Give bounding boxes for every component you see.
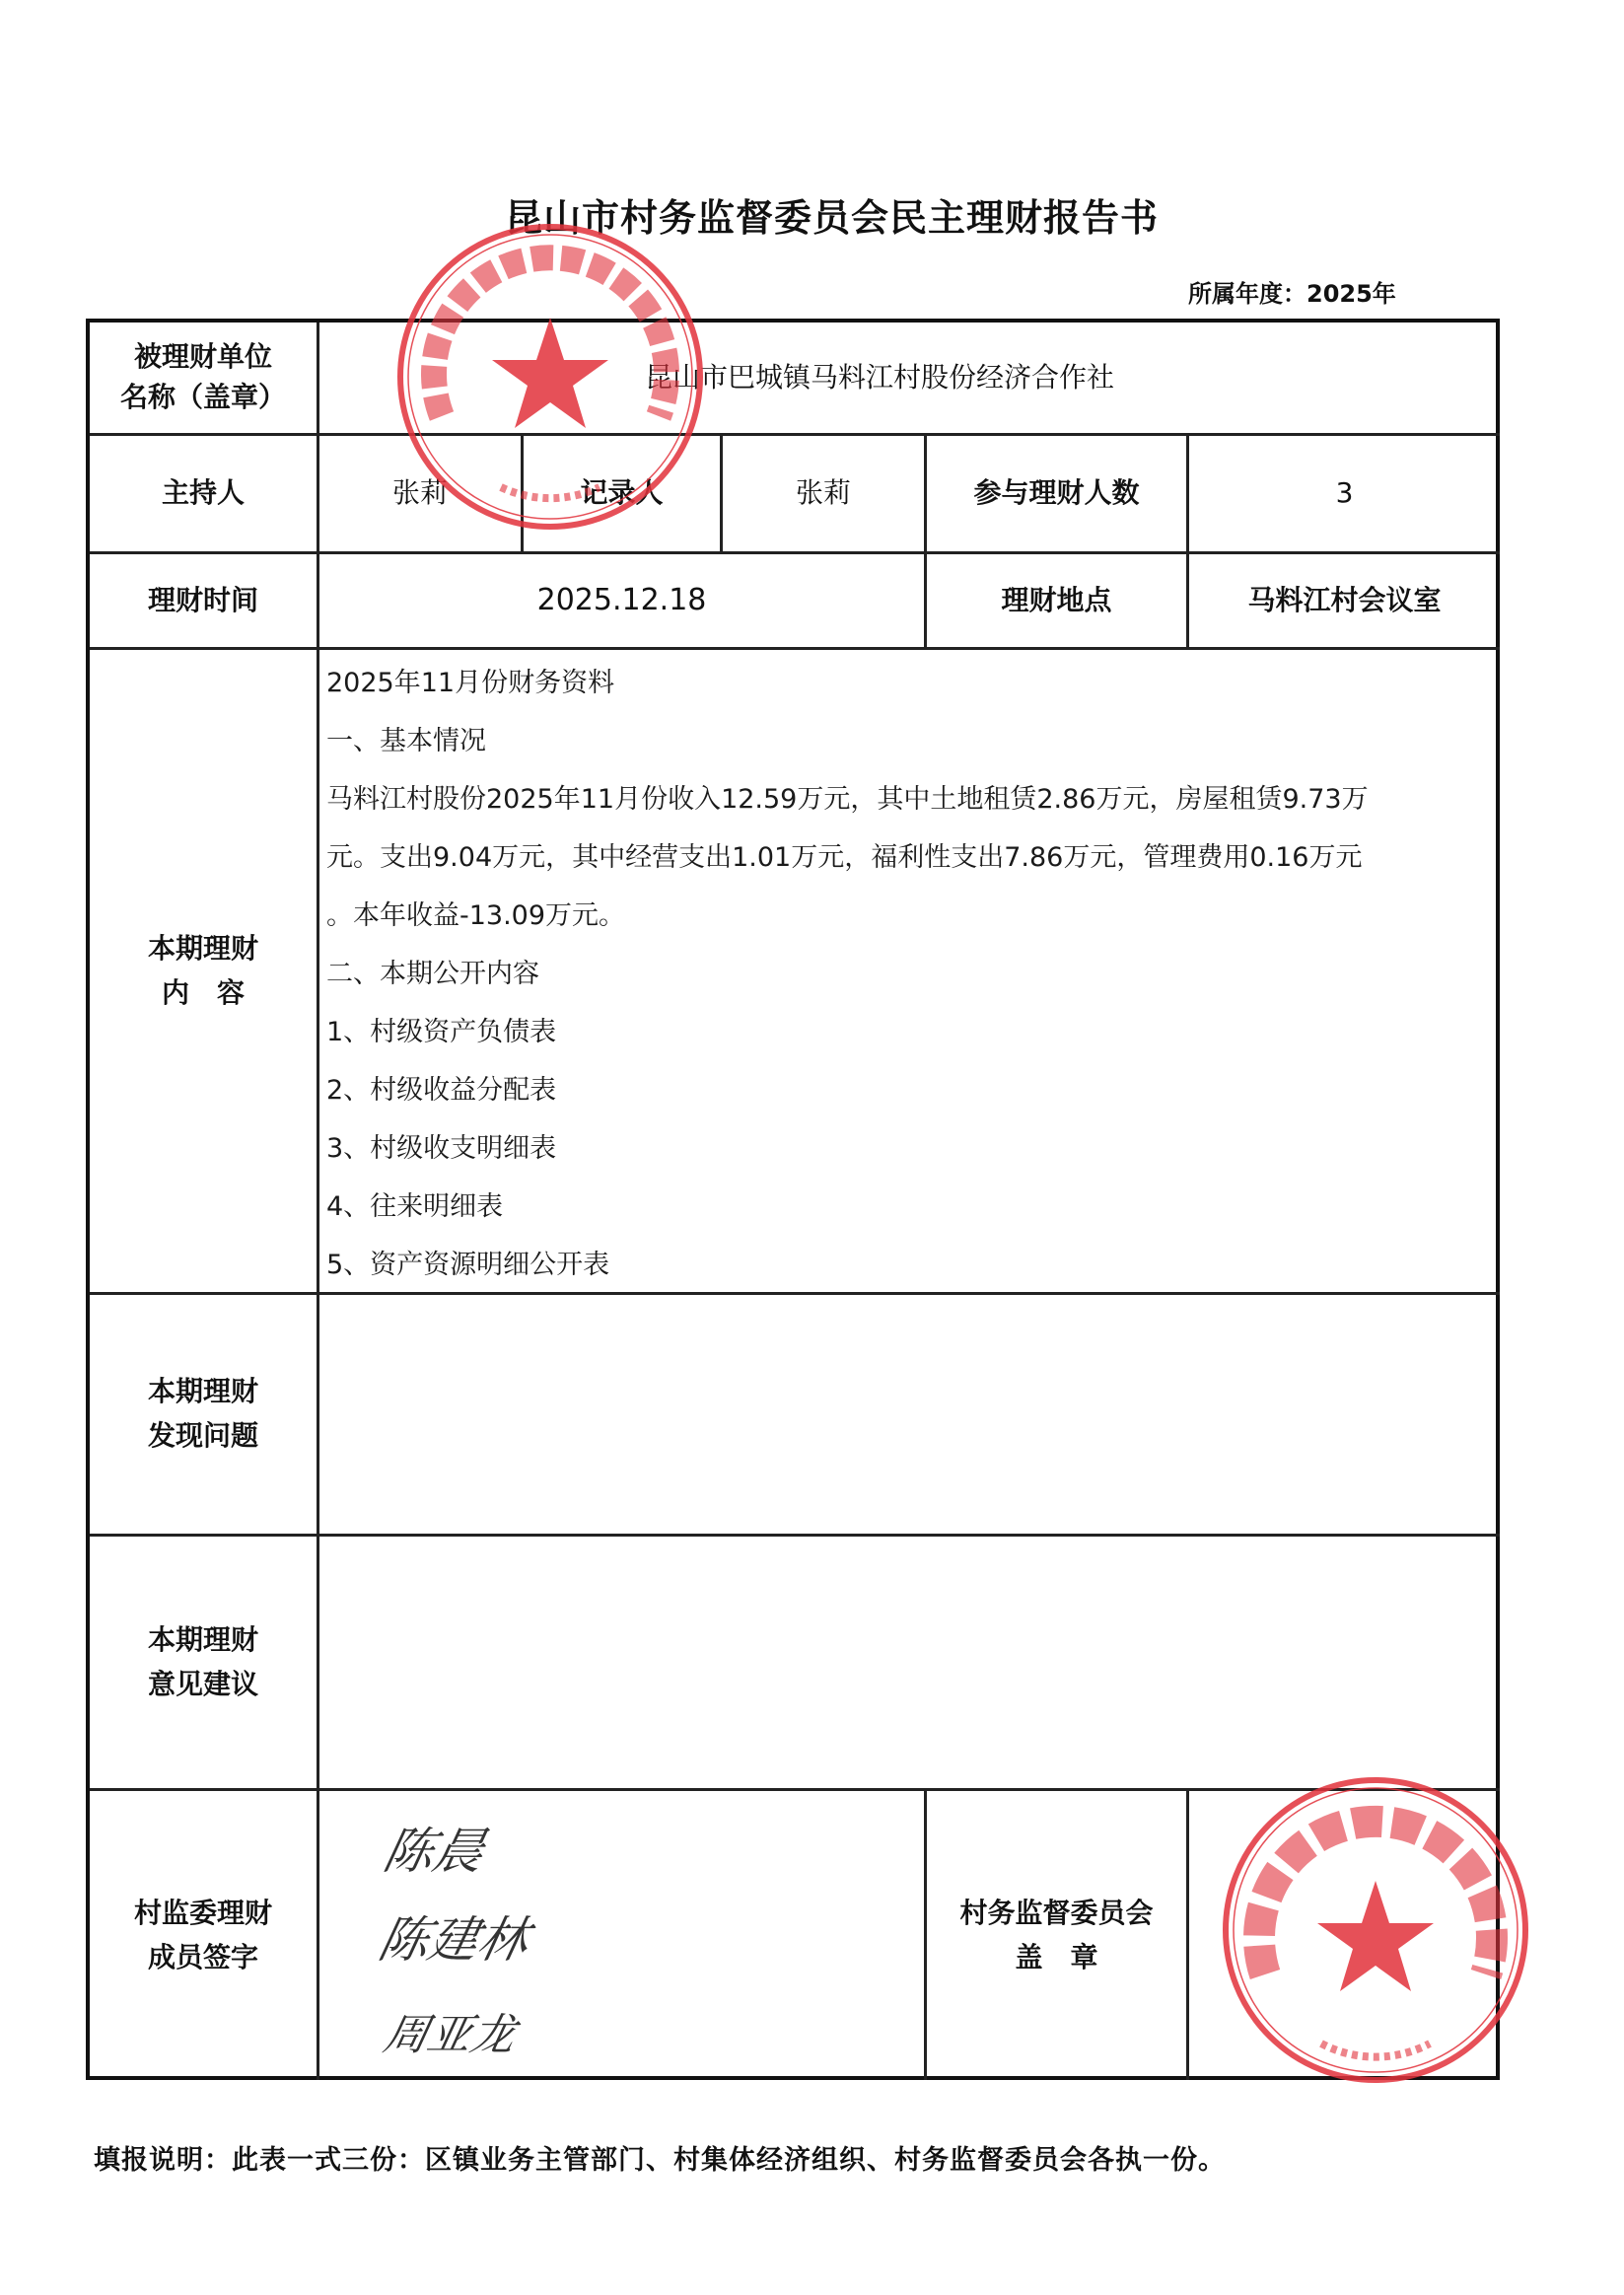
participants-label: 参与理财人数 xyxy=(973,476,1140,510)
content-body xyxy=(326,654,1490,1294)
seal-label-line2: 盖 章 xyxy=(1015,1940,1098,1973)
content-label-line2: 内 容 xyxy=(161,975,245,1009)
year-label: 所属年度：2025年 xyxy=(1188,280,1396,308)
host-value: 张莉 xyxy=(391,476,448,510)
content-line: 。本年收益-13.09万元。 xyxy=(326,900,626,931)
advice-label xyxy=(90,1537,317,1788)
signature-2: 陈建林 xyxy=(373,1911,534,1969)
seal-label-line1: 村务监督委员会 xyxy=(959,1896,1154,1929)
content-line: 2025年11月份财务资料 xyxy=(326,668,615,698)
unit-label-line1: 被理财单位 xyxy=(133,340,272,374)
signature-label xyxy=(90,1791,317,2080)
signature-label-line1: 村监委理财 xyxy=(133,1896,272,1929)
recorder-label: 记录人 xyxy=(580,476,664,510)
issues-label-line1: 本期理财 xyxy=(147,1375,258,1408)
content-line: 4、往来明细表 xyxy=(326,1191,504,1222)
place-value: 马料江村会议室 xyxy=(1247,583,1442,616)
content-line: 2、村级收益分配表 xyxy=(326,1075,557,1106)
content-line: 5、资产资源明细公开表 xyxy=(326,1250,610,1280)
content-line: 马料江村股份2025年11月份收入12.59万元，其中土地租赁2.86万元，房屋租赁9.73万 xyxy=(326,784,1369,815)
content-line: 3、村级收支明细表 xyxy=(326,1133,557,1164)
signature-label-line2: 成员签字 xyxy=(147,1940,258,1973)
content-line: 1、村级资产负债表 xyxy=(326,1017,557,1047)
report-table xyxy=(86,319,1500,2080)
footer-note: 填报说明：此表一式三份：区镇业务主管部门、村集体经济组织、村务监督委员会各执一份。 xyxy=(94,2145,1226,2176)
content-label-line1: 本期理财 xyxy=(147,931,258,965)
place-label: 理财地点 xyxy=(1001,583,1112,616)
content-line: 二、本期公开内容 xyxy=(326,959,539,989)
participants-value: 3 xyxy=(1335,476,1354,510)
document-title: 昆山市村务监督委员会民主理财报告书 xyxy=(504,196,1159,240)
time-value: 2025.12.18 xyxy=(536,583,707,617)
issues-label xyxy=(90,1295,317,1534)
unit-label xyxy=(90,323,317,433)
content-line: 元。支出9.04万元，其中经营支出1.01万元，福利性支出7.86万元，管理费用0.16万元 xyxy=(326,842,1363,873)
committee-seal-label xyxy=(927,1791,1186,2080)
content-line: 一、基本情况 xyxy=(326,726,486,756)
signature-3: 周亚龙 xyxy=(379,2010,521,2060)
recorder-value: 张莉 xyxy=(795,476,851,510)
advice-label-line1: 本期理财 xyxy=(147,1622,258,1656)
unit-label-line2: 名称（盖章） xyxy=(119,381,286,413)
advice-label-line2: 意见建议 xyxy=(147,1667,258,1700)
host-label: 主持人 xyxy=(161,476,245,510)
signature-1: 陈晨 xyxy=(378,1823,490,1880)
issues-label-line2: 发现问题 xyxy=(147,1419,258,1452)
content-label xyxy=(90,650,317,1292)
unit-value: 昆山市巴城镇马料江村股份经济合作社 xyxy=(645,360,1115,394)
time-label: 理财时间 xyxy=(147,583,258,616)
